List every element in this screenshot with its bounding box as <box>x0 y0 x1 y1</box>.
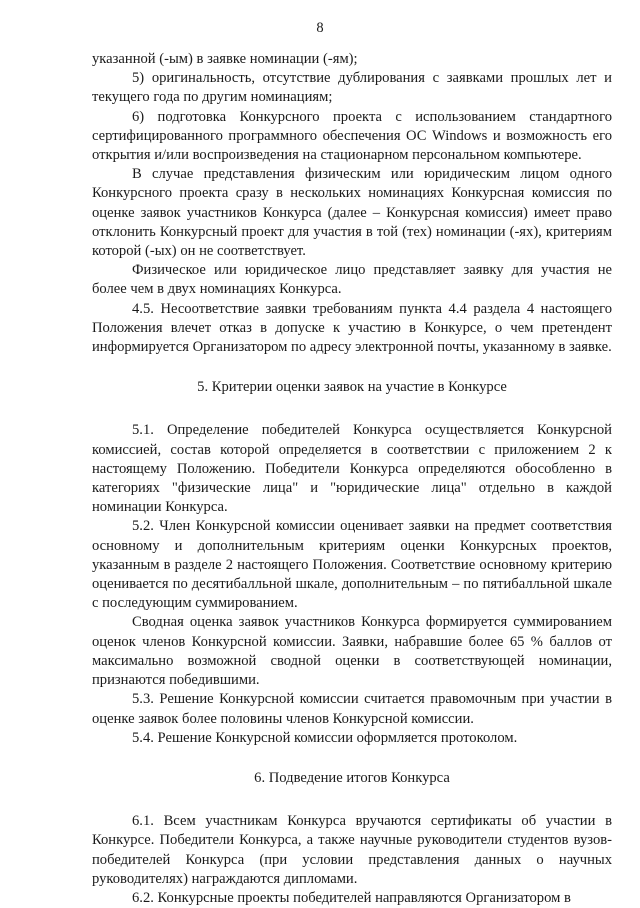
paragraph: 5.3. Решение Конкурсной комиссии считается правомочным при участии в оценке заявок более половины членов Конкурсной комиссии. <box>92 691 612 727</box>
paragraph: Физическое или юридическое лицо представляет заявку для участия не более чем в двух номинациях Конкурса. <box>92 262 612 298</box>
paragraph: Сводная оценка заявок участников Конкурса формируется суммированием оценок членов Конкурсной комиссии. Заявки, набравшие более 65 % баллов от максимально возможной сводной оценки в соответствующей номинации, признаются победившими. <box>92 614 612 689</box>
document-body <box>92 50 612 908</box>
paragraph: 5.1. Определение победителей Конкурса осуществляется Конкурсной комиссией, состав которой определяется в соответствии с приложением 2 к настоящему Положению. Победители Конкурса определяются обособленно в категориях "физические лица" и "юридические лица" отдельно в каждой номинации Конкурса. <box>92 422 612 516</box>
paragraph: 5.4. Решение Конкурсной комиссии оформляется протоколом. <box>132 729 518 746</box>
section-heading: 5. Критерии оценки заявок на участие в Конкурсе <box>197 379 507 396</box>
paragraph: 5) оригинальность, отсутствие дублирования с заявками прошлых лет и текущего года по другим номинациям; <box>92 70 612 106</box>
section-heading: 6. Подведение итогов Конкурса <box>254 769 450 786</box>
paragraph: В случае представления физическим или юридическим лицом одного Конкурсного проекта сразу в нескольких номинациях Конкурсная комиссия по оценке заявок участников Конкурса (далее – Конкурсная комиссия) имеет право отклонить Конкурсный проект для участия в той (тех) номинации (-ях), критериям которой (-ых) он не соответствует. <box>92 166 612 260</box>
paragraph: 6.1. Всем участникам Конкурса вручаются сертификаты об участии в Конкурсе. Победители Конкурса, а также научные руководители студентов вузов-победителей Конкурса (при условии представления данных о научных руководителях) награждаются дипломами. <box>92 813 612 887</box>
paragraph: 6) подготовка Конкурсного проекта с использованием стандартного сертифицированного программного обеспечения ОС Windows и возможность его открытия и/или воспроизведения на стационарном персональном компьютере. <box>92 108 612 164</box>
page-number: 8 <box>316 20 324 36</box>
paragraph: 6.2. Конкурсные проекты победителей направляются Организатором в <box>132 889 571 906</box>
paragraph: указанной (-ым) в заявке номинации (-ям); <box>92 51 358 67</box>
paragraph: 5.2. Член Конкурсной комиссии оценивает заявки на предмет соответствия основному и дополнительным критериям оценки Конкурсных проектов, указанным в разделе 2 настоящего Положения. Соответствие основному критерию оценивается по десятибалльной шкале, дополнительным – по пятибалльной шкале с последующим суммированием. <box>92 518 612 612</box>
paragraph: 4.5. Несоответствие заявки требованиям пункта 4.4 раздела 4 настоящего Положения влечет отказ в допуске к участию в Конкурсе, о чем претендент информируется Организатором по адресу электронной почты, указанному в заявке. <box>92 300 612 356</box>
